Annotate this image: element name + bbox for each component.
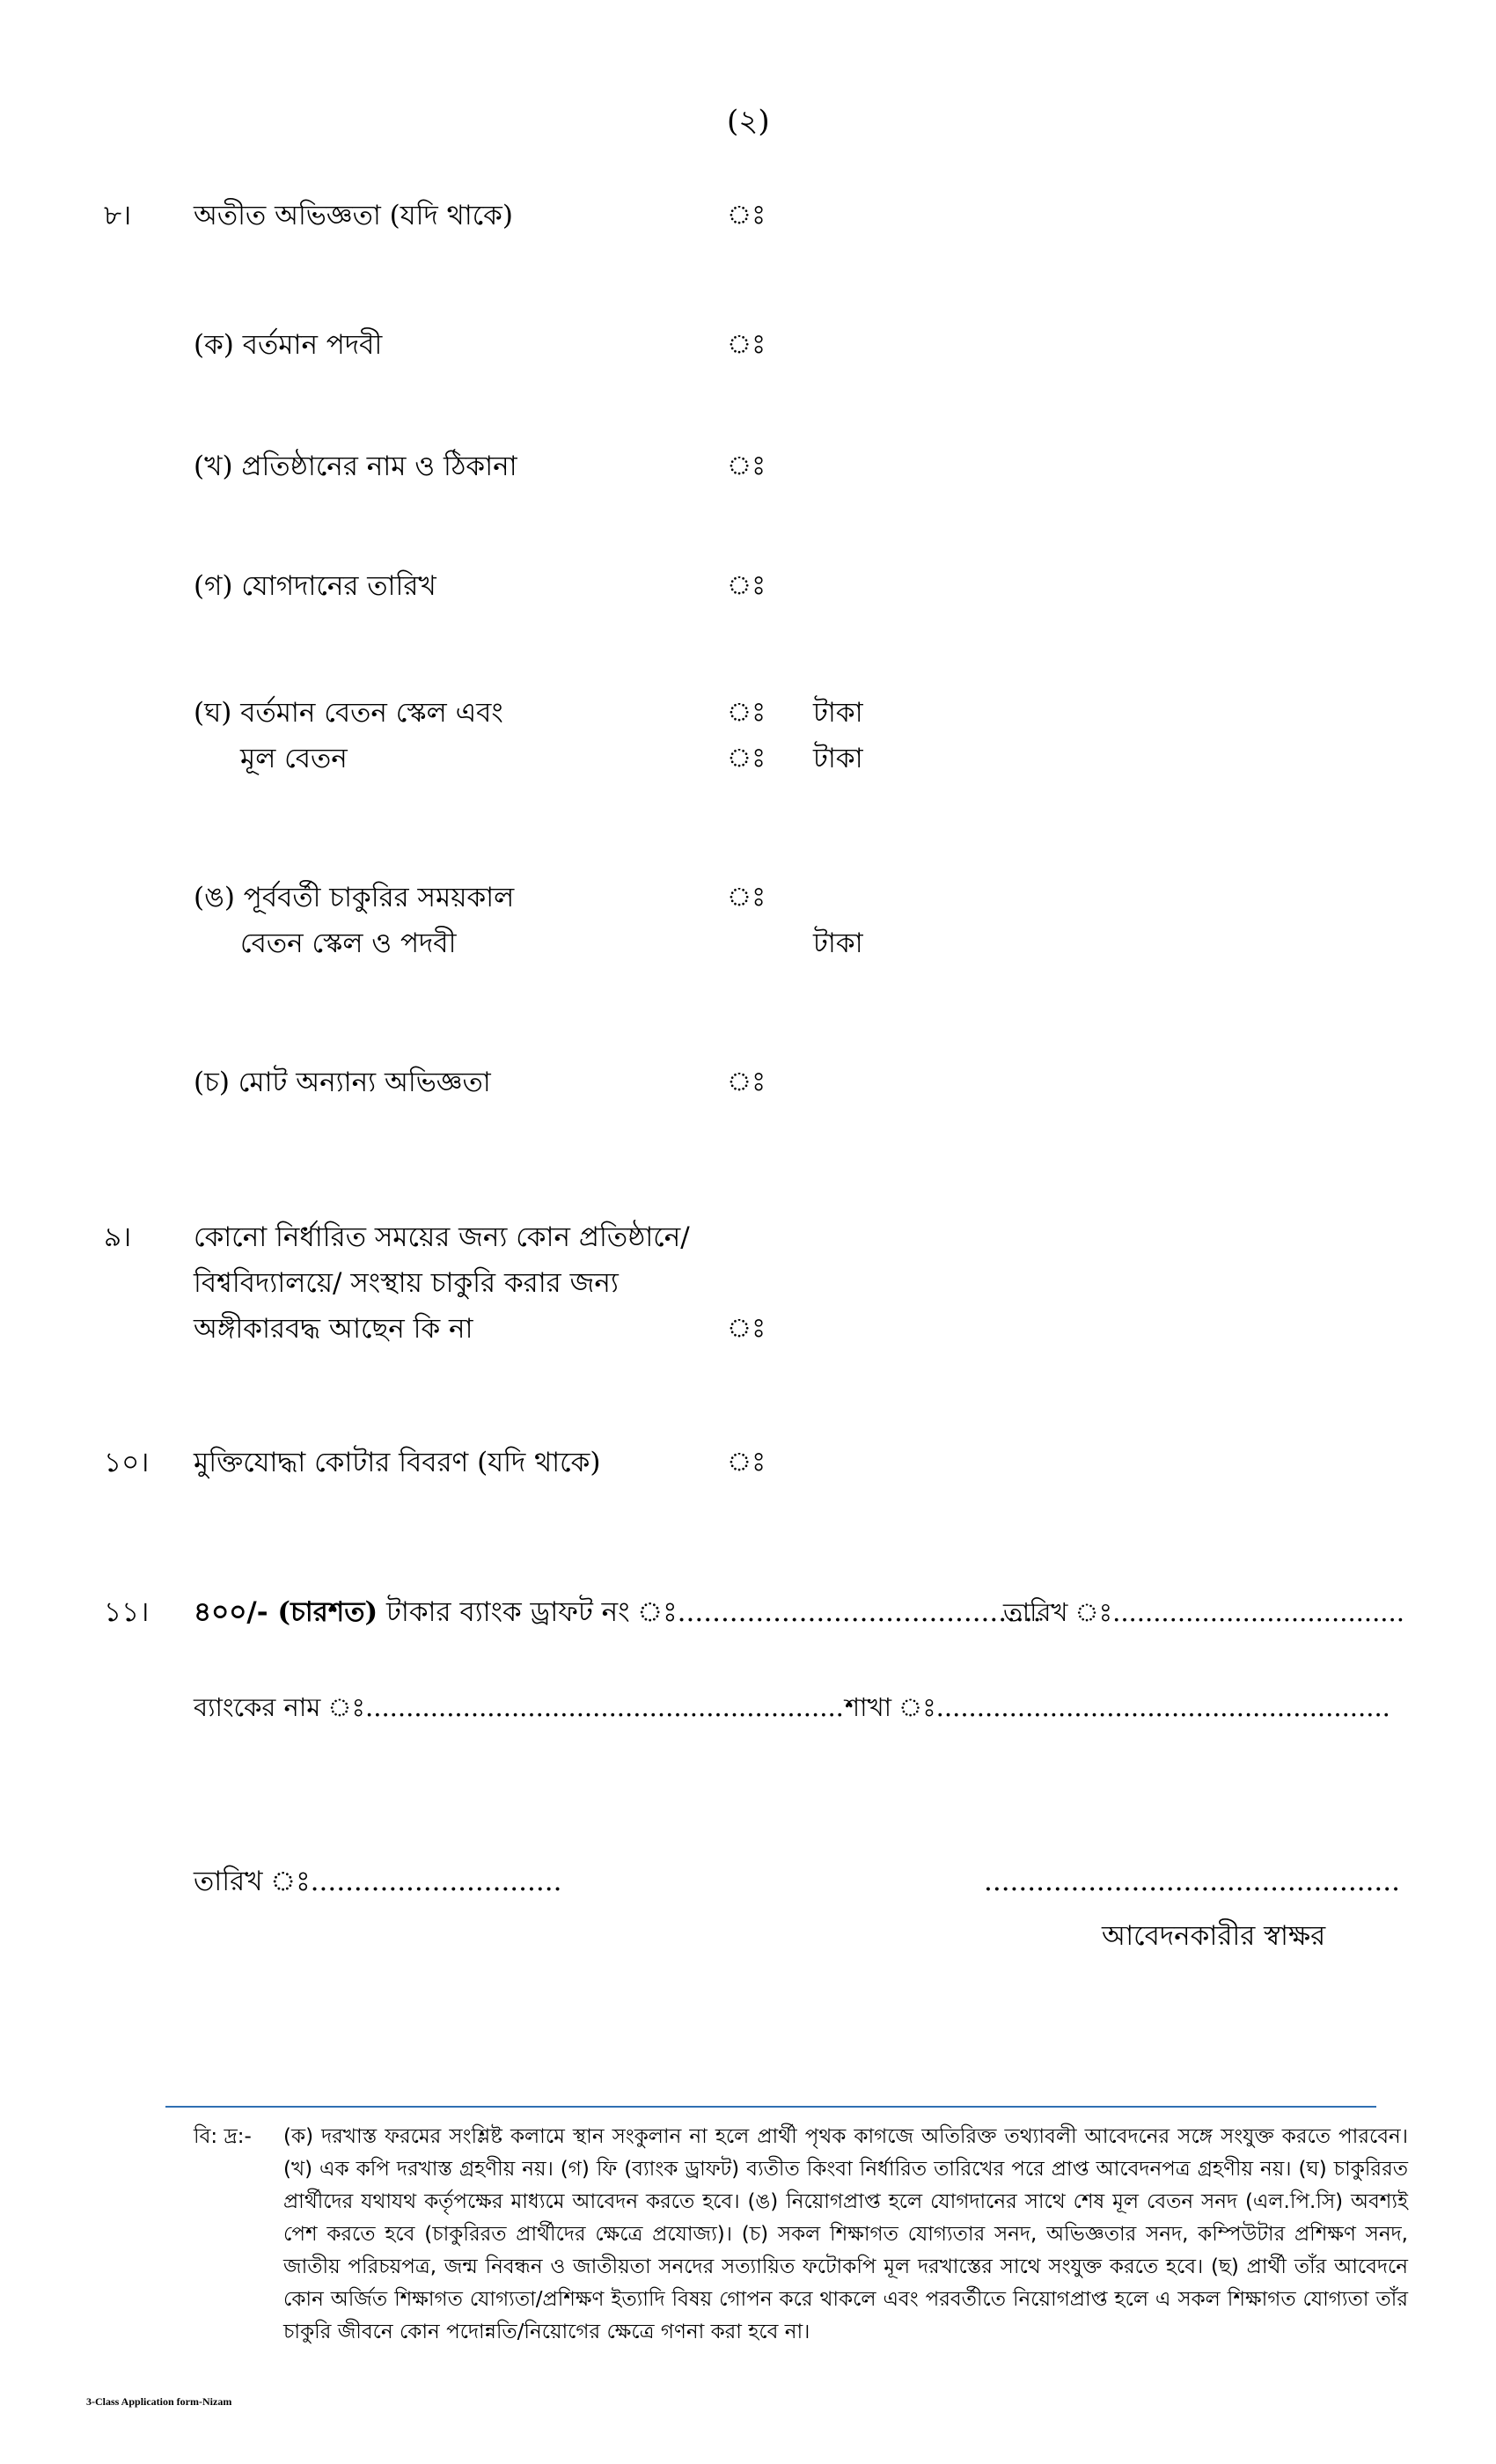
note-label: বি: দ্র:- [194,2125,252,2148]
item8d-label-line2: মূল বেতন [240,743,348,774]
bank-draft-line [194,1595,1042,1630]
item8b-colon: ঃ [727,451,766,481]
item8e-colon: ঃ [727,882,766,913]
item8e-currency: টাকা [813,928,863,959]
signature-label: আবেদনকারীর স্বাক্ষর [1102,1920,1326,1952]
bank-draft-number-field[interactable]: টাকার ব্যাংক ড্রাফট নং ঃ.......................................... [378,1596,1042,1628]
item8d-colon-1: ঃ [727,697,766,728]
item8a-label: (ক) বর্তমান পদবী [194,329,383,361]
item8c-label: (গ) যোগদানের তারিখ [194,570,436,602]
branch-field[interactable]: শাখা ঃ........................................................ [845,1692,1390,1722]
item10-label: মুক্তিযোদ্ধা কোটার বিবরণ (যদি থাকে) [194,1447,601,1478]
footer-text: 3-Class Application form-Nizam [86,2395,232,2408]
item8b-label: (খ) প্রতিষ্ঠানের নাম ও ঠিকানা [194,451,517,482]
item8a-colon: ঃ [727,329,766,360]
draft-date-field[interactable]: তারিখ ঃ.................................... [1003,1597,1404,1627]
item8f-label: (চ) মোট অন্যান্য অভিজ্ঞতা [194,1067,491,1098]
application-date-field[interactable]: তারিখ ঃ............................. [194,1866,562,1897]
item8-label: অতীত অভিজ্ঞতা (যদি থাকে) [194,200,513,231]
item8d-currency-2: টাকা [813,743,863,774]
item8f-colon: ঃ [727,1067,766,1097]
item10-number: ১০। [104,1447,150,1478]
item8e-label-line2: বেতন স্কেল ও পদবী [240,928,457,959]
item8d-currency-1: টাকা [813,697,863,729]
item8c-colon: ঃ [727,570,766,601]
fee-amount: ৪০০/- (চারশত) [194,1596,378,1628]
item8-number: ৮। [104,200,132,231]
page-number: (২) [727,104,770,139]
item8-colon: ঃ [727,200,766,231]
item11-number: ১১। [104,1596,150,1628]
item8d-colon-2: ঃ [727,743,766,774]
item9-number: ৯। [104,1221,132,1253]
item9-colon: ঃ [727,1313,766,1344]
bank-name-field[interactable]: ব্যাংকের নাম ঃ........................................................... [194,1692,844,1722]
item8e-label-line1: (ঙ) পূর্ববর্তী চাকুরির সময়কাল [194,882,515,913]
item8d-label-line1: (ঘ) বর্তমান বেতন স্কেল এবং [194,697,503,729]
note-text: (ক) দরখাস্ত ফরমের সংশ্লিষ্ট কলামে স্থান সংকুলান না হলে প্রার্থী পৃথক কাগজে অতিরিক্ত তথ্যাবলী আবেদনের সঙ্গে সংযুক্ত করতে পারবেন। (খ) এক কপি দরখাস্ত গ্রহণীয় নয়। (গ) ফি (ব্যাংক ড্রাফট) ব্যতীত কিংবা নির্ধারিত তারিখের পরে প্রাপ্ত আবেদনপত্র গ্রহণীয় নয়। (ঘ) চাকুরিরত প্রার্থীদের যথাযথ কর্তৃপক্ষের মাধ্যমে আবেদন করতে হবে। (ঙ) নিয়োগপ্রাপ্ত হলে যোগদানের সাথে শেষ মূল বেতন সনদ (এল.পি.সি) অবশ্যই পেশ করতে হবে (চাকুরিরত প্রার্থীদের ক্ষেত্রে প্রযোজ্য)। (চ) সকল শিক্ষাগত যোগ্যতার সনদ, অভিজ্ঞতার সনদ, কম্পিউটার প্রশিক্ষণ সনদ, জাতীয় পরিচয়পত্র, জন্ম নিবন্ধন ও জাতীয়তা সনদের সত্যায়িত ফটোকপি মূল দরখাস্তের সাথে সংযুক্ত করতে হবে। (ছ) প্রার্থী তাঁর আবেদনে কোন অর্জিত শিক্ষাগত যোগ্যতা/প্রশিক্ষণ ইত্যাদি বিষয় গোপন করে থাকলে এবং পরবর্তীতে নিয়োগপ্রাপ্ত হলে এ সকল শিক্ষাগত যোগ্যতা তাঁর চাকুরি জীবনে কোন পদোন্নতি/নিয়োগের ক্ষেত্রে গণনা করা হবে না। [283,2125,1408,2343]
item10-colon: ঃ [727,1447,766,1478]
item9-line3: অঙ্গীকারবদ্ধ আছেন কি না [194,1313,473,1345]
item9-line2: বিশ্ববিদ্যালয়ে/ সংস্থায় চাকুরি করার জন্য [194,1267,619,1299]
note-divider [165,2106,1376,2108]
item9-line1: কোনো নির্ধারিত সময়ের জন্য কোন প্রতিষ্ঠানে/ [194,1221,690,1253]
signature-line[interactable]: ................................................ [984,1866,1400,1897]
